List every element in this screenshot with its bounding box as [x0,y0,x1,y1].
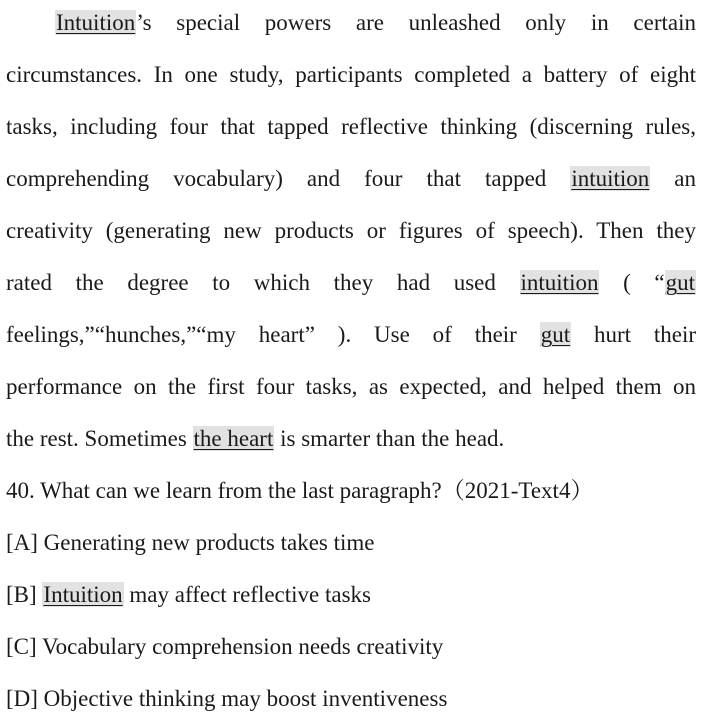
passage-text: the rest. Sometimes [6,426,187,451]
highlighted-term-intuition: intuition [571,166,650,191]
highlighted-term-intuition: intuition [520,270,599,295]
passage-text: an [674,166,696,191]
passage-line-9 [6,424,504,454]
highlighted-term-gut: gut [540,322,571,347]
option-text: [A] Generating new products takes time [6,530,375,555]
highlighted-term-intuition: Intuition [56,10,136,35]
passage-text: feelings,”“hunches,”“my heart” ). Use of their [6,322,517,347]
option-d [6,684,447,714]
passage-text: tasks, including four that tapped reflective thinking (discerning rules, [6,114,696,139]
passage-line-4 [6,164,696,194]
passage-line-1 [55,8,696,38]
passage-text: is smarter than the head. [280,426,505,451]
passage-text: hurt their [593,322,697,347]
question-stem [6,476,593,506]
question-text: 40. What can we learn from the last paragraph?（2021-Text4） [6,478,594,503]
option-b [6,580,371,610]
option-c [6,632,443,662]
highlighted-term-gut: gut [665,270,696,295]
passage-line-8 [6,372,696,402]
passage-text: comprehending vocabulary) and four that tapped [6,166,547,191]
passage-line-7 [6,320,696,350]
option-label: [B] [6,582,37,607]
option-text: [D] Objective thinking may boost inventiveness [6,686,448,711]
passage-text: circumstances. In one study, participants completed a battery of eight [6,62,696,87]
passage-text: ( “gut [623,270,696,295]
passage-line-2 [6,60,696,90]
passage-text: performance on the first four tasks, as expected, and helped them on [6,374,696,399]
highlighted-term-the-heart: the heart [193,426,274,451]
passage-text: creativity (generating new products or figures of speech). Then they [6,218,696,243]
passage-text: ’s special powers are unleashed only in certain [136,10,696,35]
passage-line-3 [6,112,696,142]
option-text: may affect reflective tasks [129,582,371,607]
passage-line-5 [6,216,696,246]
passage-line-6 [6,268,696,298]
option-text: [C] Vocabulary comprehension needs creativity [6,634,444,659]
highlighted-term-intuition: Intuition [43,582,123,607]
option-a [6,528,375,558]
passage-text: rated the degree to which they had used [6,270,496,295]
